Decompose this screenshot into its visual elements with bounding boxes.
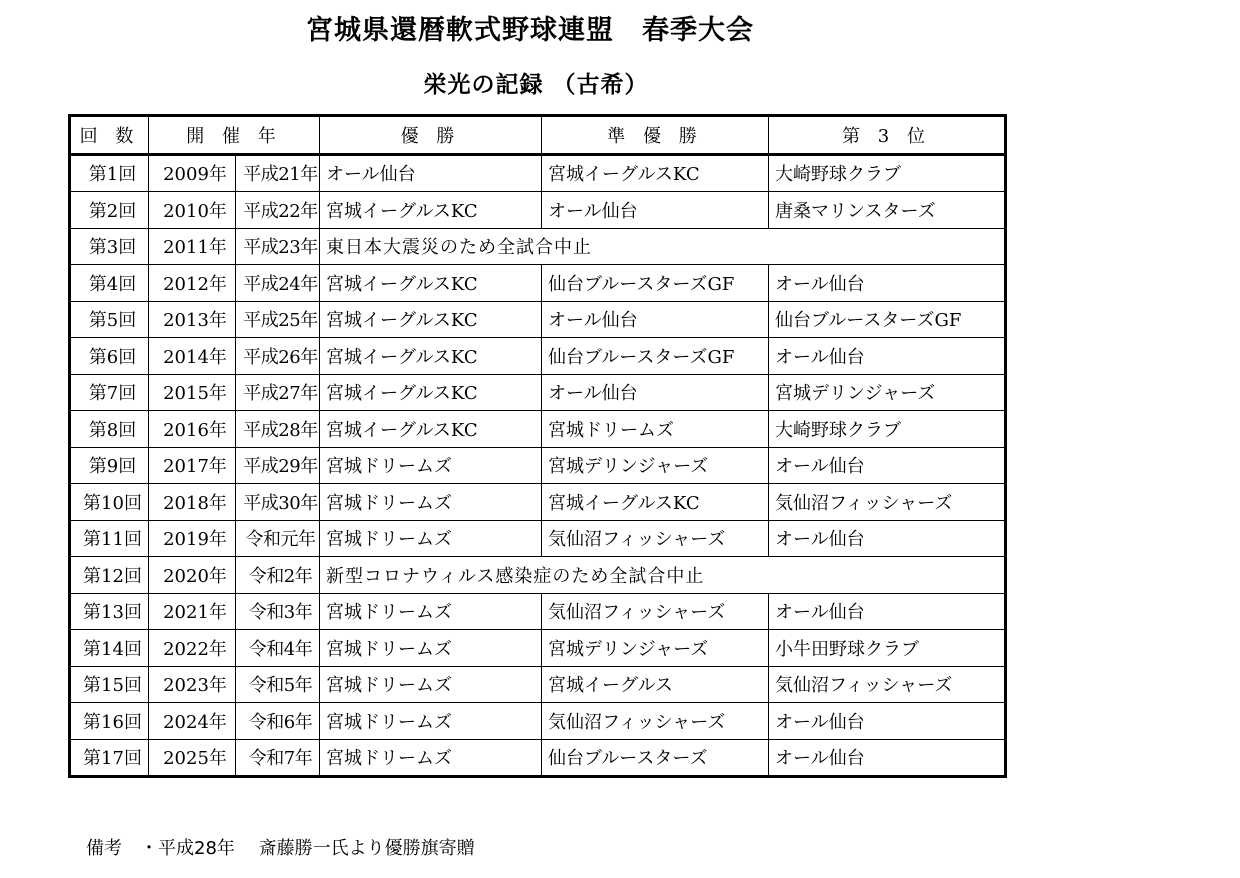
- era-cell: 令和6年: [236, 703, 320, 740]
- table-row: [70, 301, 1006, 338]
- table-row: [70, 630, 1006, 667]
- winner-cell: 宮城ドリームズ: [320, 739, 542, 777]
- table-row: [70, 520, 1006, 557]
- round-cell: 第11回: [70, 520, 149, 557]
- page-title: 宮城県還暦軟式野球連盟 春季大会: [306, 15, 754, 46]
- runner-up-cell: オール仙台: [542, 374, 769, 411]
- runner-up-cell: 宮城ドリームズ: [542, 411, 769, 448]
- era-cell: 令和元年: [236, 520, 320, 557]
- round-cell: 第15回: [70, 666, 149, 703]
- table-row: [70, 593, 1006, 630]
- third-place-cell: 仙台ブルースターズGF: [769, 301, 1006, 338]
- header-year: 開 催 年: [149, 116, 320, 155]
- table-row: [70, 557, 1006, 594]
- table-row: [70, 265, 1006, 302]
- era-cell: 平成25年: [236, 301, 320, 338]
- round-cell: 第16回: [70, 703, 149, 740]
- runner-up-cell: 仙台ブルースターズ: [542, 739, 769, 777]
- round-cell: 第7回: [70, 374, 149, 411]
- header-runner-up: 準 優 勝: [542, 116, 769, 155]
- winner-cell: 宮城ドリームズ: [320, 593, 542, 630]
- third-place-cell: 唐桑マリンスターズ: [769, 192, 1006, 229]
- round-cell: 第2回: [70, 192, 149, 229]
- era-cell: 平成21年: [236, 154, 320, 192]
- table-row: [70, 666, 1006, 703]
- third-place-cell: オール仙台: [769, 338, 1006, 375]
- records-body: [70, 154, 1006, 777]
- table-row: [70, 739, 1006, 777]
- runner-up-cell: 宮城イーグルスKC: [542, 484, 769, 521]
- year-cell: 2012年: [149, 265, 236, 302]
- era-cell: 平成29年: [236, 447, 320, 484]
- year-cell: 2020年: [149, 557, 236, 594]
- third-place-cell: オール仙台: [769, 447, 1006, 484]
- table-row: [70, 484, 1006, 521]
- era-cell: 平成27年: [236, 374, 320, 411]
- third-place-cell: 宮城デリンジャーズ: [769, 374, 1006, 411]
- winner-cell: 宮城ドリームズ: [320, 630, 542, 667]
- round-cell: 第4回: [70, 265, 149, 302]
- third-place-cell: 気仙沼フィッシャーズ: [769, 484, 1006, 521]
- year-cell: 2010年: [149, 192, 236, 229]
- year-cell: 2017年: [149, 447, 236, 484]
- table-row: [70, 338, 1006, 375]
- round-cell: 第12回: [70, 557, 149, 594]
- runner-up-cell: 宮城イーグルスKC: [542, 154, 769, 192]
- cancellation-note: 東日本大震災のため全試合中止: [320, 228, 1006, 265]
- era-cell: 令和2年: [236, 557, 320, 594]
- third-place-cell: 気仙沼フィッシャーズ: [769, 666, 1006, 703]
- era-cell: 平成24年: [236, 265, 320, 302]
- year-cell: 2015年: [149, 374, 236, 411]
- year-cell: 2013年: [149, 301, 236, 338]
- records-table: [68, 114, 1007, 778]
- runner-up-cell: 宮城デリンジャーズ: [542, 447, 769, 484]
- era-cell: 平成23年: [236, 228, 320, 265]
- round-cell: 第8回: [70, 411, 149, 448]
- third-place-cell: オール仙台: [769, 703, 1006, 740]
- runner-up-cell: 気仙沼フィッシャーズ: [542, 593, 769, 630]
- year-cell: 2021年: [149, 593, 236, 630]
- round-cell: 第14回: [70, 630, 149, 667]
- runner-up-cell: オール仙台: [542, 192, 769, 229]
- year-cell: 2009年: [149, 154, 236, 192]
- era-cell: 令和7年: [236, 739, 320, 777]
- era-cell: 平成26年: [236, 338, 320, 375]
- page-subtitle: 栄光の記録 （古希）: [423, 72, 649, 98]
- winner-cell: 宮城ドリームズ: [320, 703, 542, 740]
- runner-up-cell: 宮城デリンジャーズ: [542, 630, 769, 667]
- round-cell: 第9回: [70, 447, 149, 484]
- table-row: [70, 374, 1006, 411]
- header-third: 第 3 位: [769, 116, 1006, 155]
- third-place-cell: オール仙台: [769, 265, 1006, 302]
- third-place-cell: オール仙台: [769, 520, 1006, 557]
- header-winner: 優 勝: [320, 116, 542, 155]
- footnote: 備考 ・平成28年 斎藤勝一氏より優勝旗寄贈: [86, 838, 475, 859]
- third-place-cell: 大崎野球クラブ: [769, 154, 1006, 192]
- era-cell: 平成22年: [236, 192, 320, 229]
- round-cell: 第3回: [70, 228, 149, 265]
- round-cell: 第13回: [70, 593, 149, 630]
- winner-cell: 宮城イーグルスKC: [320, 411, 542, 448]
- third-place-cell: オール仙台: [769, 593, 1006, 630]
- year-cell: 2014年: [149, 338, 236, 375]
- winner-cell: 宮城イーグルスKC: [320, 265, 542, 302]
- runner-up-cell: 仙台ブルースターズGF: [542, 265, 769, 302]
- era-cell: 令和4年: [236, 630, 320, 667]
- era-cell: 平成28年: [236, 411, 320, 448]
- era-cell: 令和5年: [236, 666, 320, 703]
- winner-cell: 宮城ドリームズ: [320, 447, 542, 484]
- year-cell: 2011年: [149, 228, 236, 265]
- year-cell: 2016年: [149, 411, 236, 448]
- table-row: [70, 154, 1006, 192]
- runner-up-cell: 気仙沼フィッシャーズ: [542, 520, 769, 557]
- year-cell: 2019年: [149, 520, 236, 557]
- round-cell: 第1回: [70, 154, 149, 192]
- runner-up-cell: オール仙台: [542, 301, 769, 338]
- table-row: [70, 703, 1006, 740]
- winner-cell: 宮城イーグルスKC: [320, 192, 542, 229]
- round-cell: 第17回: [70, 739, 149, 777]
- runner-up-cell: 仙台ブルースターズGF: [542, 338, 769, 375]
- table-row: [70, 192, 1006, 229]
- header-row: [70, 116, 1006, 155]
- winner-cell: 宮城イーグルスKC: [320, 338, 542, 375]
- third-place-cell: 小牛田野球クラブ: [769, 630, 1006, 667]
- year-cell: 2018年: [149, 484, 236, 521]
- winner-cell: 宮城ドリームズ: [320, 484, 542, 521]
- winner-cell: オール仙台: [320, 154, 542, 192]
- table-row: [70, 411, 1006, 448]
- table-row: [70, 447, 1006, 484]
- year-cell: 2023年: [149, 666, 236, 703]
- year-cell: 2024年: [149, 703, 236, 740]
- runner-up-cell: 宮城イーグルス: [542, 666, 769, 703]
- round-cell: 第6回: [70, 338, 149, 375]
- cancellation-note: 新型コロナウィルス感染症のため全試合中止: [320, 557, 1006, 594]
- round-cell: 第5回: [70, 301, 149, 338]
- runner-up-cell: 気仙沼フィッシャーズ: [542, 703, 769, 740]
- era-cell: 令和3年: [236, 593, 320, 630]
- header-round: 回 数: [70, 116, 149, 155]
- winner-cell: 宮城ドリームズ: [320, 666, 542, 703]
- third-place-cell: 大崎野球クラブ: [769, 411, 1006, 448]
- table-row: [70, 228, 1006, 265]
- year-cell: 2025年: [149, 739, 236, 777]
- winner-cell: 宮城ドリームズ: [320, 520, 542, 557]
- year-cell: 2022年: [149, 630, 236, 667]
- winner-cell: 宮城イーグルスKC: [320, 374, 542, 411]
- third-place-cell: オール仙台: [769, 739, 1006, 777]
- winner-cell: 宮城イーグルスKC: [320, 301, 542, 338]
- round-cell: 第10回: [70, 484, 149, 521]
- era-cell: 平成30年: [236, 484, 320, 521]
